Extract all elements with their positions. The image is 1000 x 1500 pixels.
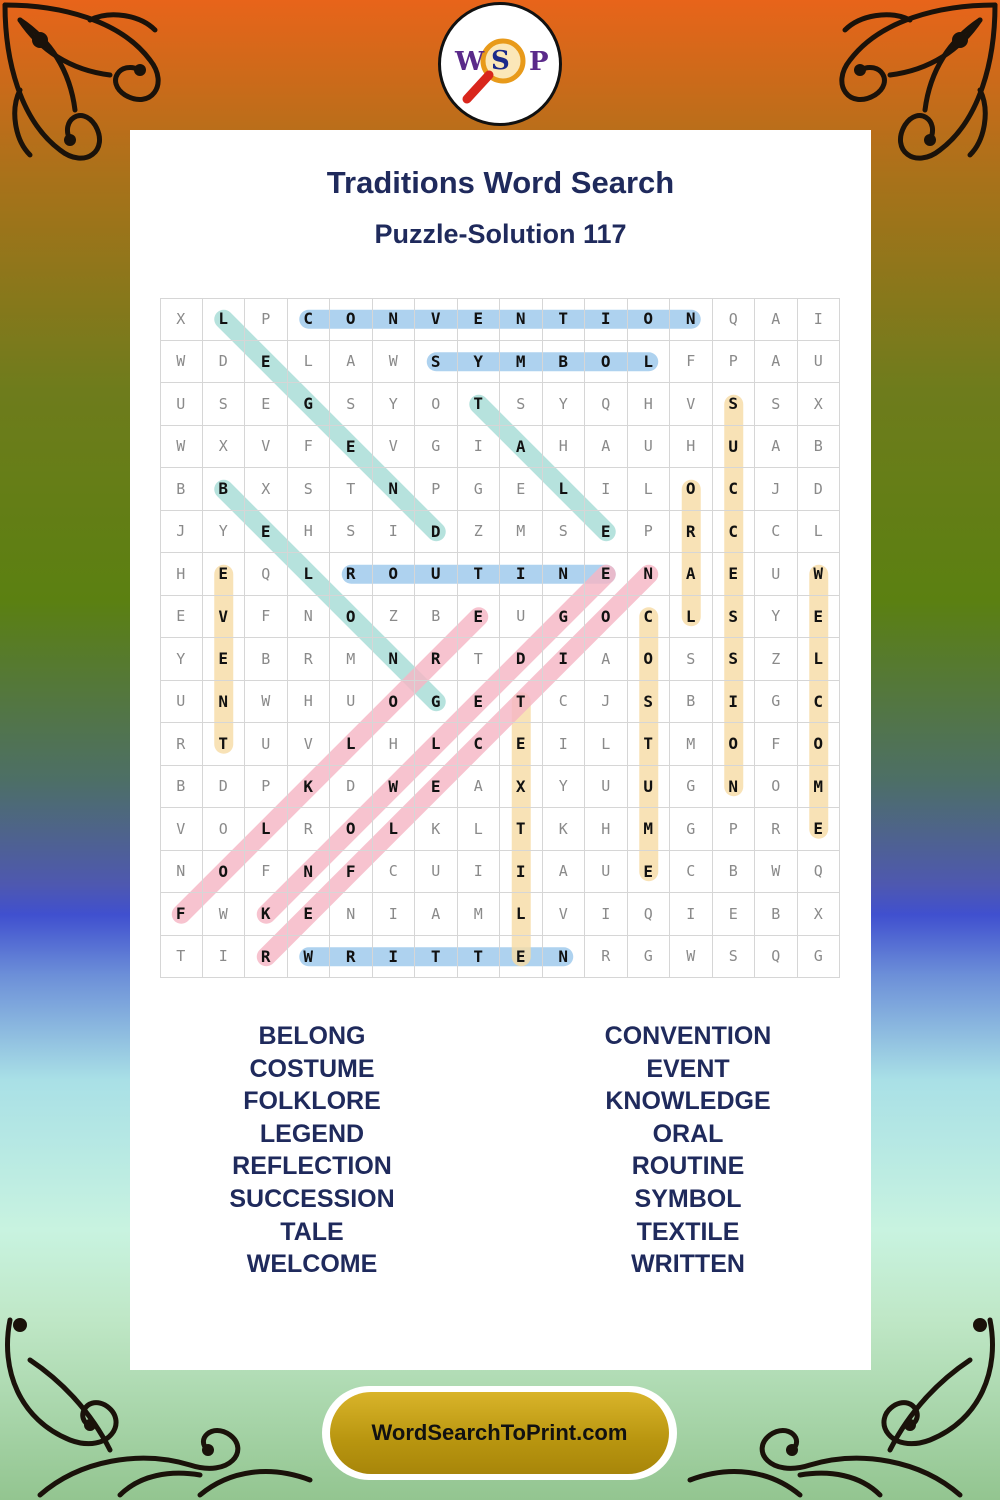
grid-cell: P xyxy=(245,298,288,341)
grid-cell: E xyxy=(585,511,628,554)
logo-letter-s: S xyxy=(491,46,510,76)
grid-cell: L xyxy=(798,511,841,554)
grid-cell: M xyxy=(670,723,713,766)
grid-cell: O xyxy=(330,596,373,639)
grid-cell: D xyxy=(203,766,246,809)
grid-cell: O xyxy=(330,808,373,851)
grid-cell: O xyxy=(628,298,671,341)
grid-cell: S xyxy=(288,468,331,511)
grid-cell: I xyxy=(458,851,501,894)
grid-cell: V xyxy=(203,596,246,639)
grid-cell: K xyxy=(245,893,288,936)
grid-cell: D xyxy=(798,468,841,511)
grid-cell: O xyxy=(415,383,458,426)
grid-cell: N xyxy=(713,766,756,809)
grid-cell: I xyxy=(585,468,628,511)
grid-cell: W xyxy=(373,341,416,384)
grid-cell: V xyxy=(415,298,458,341)
grid-cell: C xyxy=(798,681,841,724)
grid-cell: P xyxy=(628,511,671,554)
grid-cell: B xyxy=(670,681,713,724)
grid-cell: U xyxy=(245,723,288,766)
grid-cell: M xyxy=(798,766,841,809)
grid-cell: E xyxy=(203,553,246,596)
grid-cell: G xyxy=(543,596,586,639)
grid-cell: A xyxy=(458,766,501,809)
grid-cell: Y xyxy=(543,383,586,426)
grid-cell: E xyxy=(245,511,288,554)
grid-cell: A xyxy=(670,553,713,596)
grid-cell: O xyxy=(755,766,798,809)
grid-cell: F xyxy=(670,341,713,384)
grid-cell: R xyxy=(288,638,331,681)
grid-cell: D xyxy=(330,766,373,809)
grid-cell: U xyxy=(330,681,373,724)
grid-cell: B xyxy=(755,893,798,936)
grid-cell: U xyxy=(160,681,203,724)
grid-cell: R xyxy=(415,638,458,681)
grid-cell: L xyxy=(415,723,458,766)
grid-cell: P xyxy=(245,766,288,809)
grid-cell: I xyxy=(585,893,628,936)
grid-cell: X xyxy=(798,893,841,936)
word-list-item: CONVENTION xyxy=(604,1022,772,1050)
grid-cell: I xyxy=(458,426,501,469)
word-list-item: BELONG xyxy=(258,1022,366,1050)
grid-cell: T xyxy=(203,723,246,766)
grid-cell: N xyxy=(160,851,203,894)
grid-cell: S xyxy=(713,596,756,639)
grid-cell: N xyxy=(670,298,713,341)
grid-cell: U xyxy=(415,553,458,596)
logo-letter-p: P xyxy=(529,47,549,77)
word-list-item: FOLKLORE xyxy=(243,1087,381,1116)
grid-cell: M xyxy=(628,808,671,851)
grid-cell: U xyxy=(585,851,628,894)
word-list-item: TEXTILE xyxy=(636,1217,740,1246)
grid-cell: N xyxy=(543,553,586,596)
grid-cell: M xyxy=(458,893,501,936)
grid-cell: W xyxy=(798,553,841,596)
grid-cell: B xyxy=(713,851,756,894)
grid-cell: R xyxy=(330,553,373,596)
grid-cell: I xyxy=(670,893,713,936)
grid-cell: U xyxy=(585,766,628,809)
grid-cell: W xyxy=(373,766,416,809)
grid-cell: C xyxy=(670,851,713,894)
grid-cell: U xyxy=(415,851,458,894)
word-list-item: WRITTEN xyxy=(631,1250,745,1279)
grid-cell: W xyxy=(245,681,288,724)
grid-cell: G xyxy=(628,936,671,979)
grid-cell: L xyxy=(628,468,671,511)
grid-cell: C xyxy=(288,298,331,341)
grid-cell: F xyxy=(288,426,331,469)
grid-cell: O xyxy=(373,553,416,596)
grid-cell: N xyxy=(373,638,416,681)
grid-cell: H xyxy=(160,553,203,596)
grid-cell: S xyxy=(628,681,671,724)
grid-cell: H xyxy=(373,723,416,766)
grid-cell: P xyxy=(415,468,458,511)
grid-cell: L xyxy=(458,808,501,851)
footer-site-button[interactable]: WordSearchToPrint.com xyxy=(330,1392,669,1474)
word-list-item: SYMBOL xyxy=(634,1184,742,1213)
grid-cell: H xyxy=(543,426,586,469)
grid-cell: Y xyxy=(373,383,416,426)
grid-cell: H xyxy=(628,383,671,426)
grid-cell: E xyxy=(415,766,458,809)
grid-cell: I xyxy=(373,936,416,979)
grid-cell: F xyxy=(755,723,798,766)
grid-cell: N xyxy=(373,468,416,511)
grid-cell: L xyxy=(798,638,841,681)
grid-cell: C xyxy=(458,723,501,766)
grid-cell: Q xyxy=(585,383,628,426)
grid-cell: G xyxy=(670,808,713,851)
grid-cell: G xyxy=(798,936,841,979)
grid-cell: X xyxy=(798,383,841,426)
grid-cell: L xyxy=(500,893,543,936)
grid-cell: R xyxy=(288,808,331,851)
grid-cell: E xyxy=(160,596,203,639)
grid-cell: K xyxy=(543,808,586,851)
grid-cell: B xyxy=(203,468,246,511)
grid-cell: V xyxy=(288,723,331,766)
word-list-item: KNOWLEDGE xyxy=(605,1087,771,1116)
grid-cell: Q xyxy=(798,851,841,894)
grid-cell: L xyxy=(543,468,586,511)
grid-cell: G xyxy=(670,766,713,809)
grid-cell: L xyxy=(245,808,288,851)
grid-cell: E xyxy=(458,681,501,724)
word-search-grid xyxy=(160,298,840,978)
grid-cell: V xyxy=(543,893,586,936)
grid-cell: W xyxy=(160,426,203,469)
grid-cell: O xyxy=(330,298,373,341)
grid-cell: S xyxy=(713,638,756,681)
grid-cell: L xyxy=(330,723,373,766)
grid-cell: Q xyxy=(628,893,671,936)
letter-grid xyxy=(160,298,840,978)
word-list-item: ROUTINE xyxy=(631,1152,745,1181)
grid-cell: L xyxy=(373,808,416,851)
grid-cell: G xyxy=(415,426,458,469)
word-list-item: SUCCESSION xyxy=(229,1184,395,1213)
grid-cell: A xyxy=(330,341,373,384)
grid-cell: P xyxy=(713,341,756,384)
grid-cell: E xyxy=(330,426,373,469)
grid-cell: D xyxy=(415,511,458,554)
grid-cell: L xyxy=(288,341,331,384)
grid-cell: T xyxy=(458,553,501,596)
grid-cell: Z xyxy=(373,596,416,639)
grid-cell: T xyxy=(415,936,458,979)
puzzle-subtitle: Puzzle-Solution 117 xyxy=(374,219,627,249)
grid-cell: V xyxy=(245,426,288,469)
word-list-item: ORAL xyxy=(652,1119,724,1148)
grid-cell: G xyxy=(755,681,798,724)
grid-cell: G xyxy=(458,468,501,511)
grid-cell: E xyxy=(500,468,543,511)
grid-cell: T xyxy=(458,638,501,681)
grid-cell: A xyxy=(755,298,798,341)
grid-cell: B xyxy=(160,468,203,511)
grid-cell: B xyxy=(798,426,841,469)
grid-cell: R xyxy=(585,936,628,979)
grid-cell: E xyxy=(245,383,288,426)
grid-cell: S xyxy=(415,341,458,384)
puzzle-title: Traditions Word Search xyxy=(326,165,675,200)
grid-cell: W xyxy=(288,936,331,979)
grid-cell: O xyxy=(585,596,628,639)
grid-cell: W xyxy=(203,893,246,936)
grid-cell: N xyxy=(373,298,416,341)
grid-cell: V xyxy=(670,383,713,426)
grid-cell: I xyxy=(373,511,416,554)
grid-cell: Z xyxy=(755,638,798,681)
grid-cell: L xyxy=(628,341,671,384)
grid-cell: T xyxy=(500,681,543,724)
word-list-item: TALE xyxy=(280,1217,344,1246)
grid-cell: T xyxy=(330,468,373,511)
grid-cell: I xyxy=(500,553,543,596)
grid-cell: Y xyxy=(755,596,798,639)
grid-cell: R xyxy=(755,808,798,851)
grid-cell: V xyxy=(160,808,203,851)
grid-cell: U xyxy=(755,553,798,596)
grid-cell: U xyxy=(160,383,203,426)
grid-cell: N xyxy=(543,936,586,979)
grid-cell: Q xyxy=(755,936,798,979)
grid-cell: O xyxy=(713,723,756,766)
grid-cell: E xyxy=(798,596,841,639)
grid-cell: E xyxy=(628,851,671,894)
grid-cell: A xyxy=(585,426,628,469)
grid-cell: N xyxy=(628,553,671,596)
grid-cell: S xyxy=(670,638,713,681)
grid-cell: B xyxy=(160,766,203,809)
grid-cell: Y xyxy=(160,638,203,681)
grid-cell: X xyxy=(500,766,543,809)
grid-cell: T xyxy=(543,298,586,341)
grid-cell: X xyxy=(203,426,246,469)
grid-cell: I xyxy=(798,298,841,341)
grid-cell: T xyxy=(458,936,501,979)
grid-cell: M xyxy=(500,341,543,384)
grid-cell: A xyxy=(755,341,798,384)
grid-cell: E xyxy=(713,553,756,596)
grid-cell: I xyxy=(373,893,416,936)
grid-cell: Q xyxy=(713,298,756,341)
word-list-item: REFLECTION xyxy=(232,1152,392,1181)
grid-cell: B xyxy=(415,596,458,639)
word-list-right xyxy=(523,1020,853,1281)
grid-cell: L xyxy=(670,596,713,639)
grid-cell: C xyxy=(373,851,416,894)
grid-cell: H xyxy=(288,681,331,724)
grid-cell: S xyxy=(713,936,756,979)
grid-cell: D xyxy=(500,638,543,681)
word-list-item: EVENT xyxy=(646,1054,730,1083)
grid-cell: S xyxy=(543,511,586,554)
word-list-item: WELCOME xyxy=(246,1250,378,1279)
grid-cell: S xyxy=(203,383,246,426)
grid-cell: U xyxy=(628,426,671,469)
grid-cell: F xyxy=(160,893,203,936)
grid-cell: N xyxy=(330,893,373,936)
grid-cell: I xyxy=(543,638,586,681)
word-list-item: COSTUME xyxy=(249,1054,375,1083)
grid-cell: E xyxy=(458,298,501,341)
grid-cell: P xyxy=(713,808,756,851)
grid-cell: G xyxy=(288,383,331,426)
word-list-left xyxy=(147,1020,477,1281)
grid-cell: R xyxy=(245,936,288,979)
grid-cell: O xyxy=(798,723,841,766)
grid-cell: T xyxy=(458,383,501,426)
grid-cell: O xyxy=(628,638,671,681)
grid-cell: E xyxy=(458,596,501,639)
grid-cell: S xyxy=(713,383,756,426)
grid-cell: I xyxy=(713,681,756,724)
grid-cell: A xyxy=(500,426,543,469)
grid-cell: N xyxy=(500,298,543,341)
grid-cell: O xyxy=(203,808,246,851)
grid-cell: C xyxy=(628,596,671,639)
grid-cell: S xyxy=(755,383,798,426)
grid-cell: X xyxy=(160,298,203,341)
grid-cell: R xyxy=(330,936,373,979)
grid-cell: M xyxy=(500,511,543,554)
grid-cell: O xyxy=(585,341,628,384)
grid-cell: W xyxy=(160,341,203,384)
grid-cell: E xyxy=(713,893,756,936)
grid-cell: E xyxy=(500,723,543,766)
grid-cell: T xyxy=(500,808,543,851)
grid-cell: Y xyxy=(458,341,501,384)
grid-cell: F xyxy=(245,851,288,894)
grid-cell: F xyxy=(330,851,373,894)
grid-cell: U xyxy=(713,426,756,469)
grid-cell: H xyxy=(585,808,628,851)
grid-cell: L xyxy=(288,553,331,596)
grid-cell: Q xyxy=(245,553,288,596)
grid-cell: C xyxy=(713,468,756,511)
grid-cell: A xyxy=(543,851,586,894)
grid-cell: C xyxy=(543,681,586,724)
grid-cell: A xyxy=(755,426,798,469)
grid-cell: I xyxy=(203,936,246,979)
grid-cell: H xyxy=(670,426,713,469)
grid-cell: R xyxy=(160,723,203,766)
grid-cell: H xyxy=(288,511,331,554)
grid-cell: W xyxy=(670,936,713,979)
grid-cell: X xyxy=(245,468,288,511)
grid-cell: J xyxy=(585,681,628,724)
grid-cell: D xyxy=(203,341,246,384)
grid-cell: R xyxy=(670,511,713,554)
grid-cell: S xyxy=(330,511,373,554)
grid-cell: W xyxy=(755,851,798,894)
grid-cell: C xyxy=(713,511,756,554)
grid-cell: U xyxy=(500,596,543,639)
grid-cell: E xyxy=(500,936,543,979)
grid-cell: I xyxy=(500,851,543,894)
grid-cell: J xyxy=(160,511,203,554)
grid-cell: Y xyxy=(203,511,246,554)
grid-cell: T xyxy=(160,936,203,979)
grid-cell: E xyxy=(288,893,331,936)
logo-letter-w: W xyxy=(455,47,485,77)
grid-cell: K xyxy=(288,766,331,809)
grid-cell: Y xyxy=(543,766,586,809)
grid-cell: U xyxy=(798,341,841,384)
grid-cell: B xyxy=(245,638,288,681)
grid-cell: T xyxy=(628,723,671,766)
grid-cell: F xyxy=(245,596,288,639)
grid-cell: O xyxy=(373,681,416,724)
grid-cell: N xyxy=(203,681,246,724)
wsp-logo[interactable] xyxy=(438,2,562,126)
grid-cell: A xyxy=(415,893,458,936)
grid-cell: I xyxy=(585,298,628,341)
grid-cell: N xyxy=(288,596,331,639)
grid-cell: C xyxy=(755,511,798,554)
grid-cell: O xyxy=(203,851,246,894)
grid-cell: S xyxy=(500,383,543,426)
grid-cell: L xyxy=(203,298,246,341)
grid-cell: M xyxy=(330,638,373,681)
grid-cell: A xyxy=(585,638,628,681)
grid-cell: K xyxy=(415,808,458,851)
grid-cell: G xyxy=(415,681,458,724)
grid-cell: B xyxy=(543,341,586,384)
grid-cell: S xyxy=(330,383,373,426)
grid-cell: V xyxy=(373,426,416,469)
grid-cell: E xyxy=(585,553,628,596)
grid-cell: E xyxy=(245,341,288,384)
grid-cell: Z xyxy=(458,511,501,554)
word-list-item: LEGEND xyxy=(259,1119,365,1148)
grid-cell: I xyxy=(543,723,586,766)
grid-cell: E xyxy=(798,808,841,851)
grid-cell: N xyxy=(288,851,331,894)
grid-cell: L xyxy=(585,723,628,766)
grid-cell: U xyxy=(628,766,671,809)
grid-cell: O xyxy=(670,468,713,511)
grid-cell: J xyxy=(755,468,798,511)
grid-cell: E xyxy=(203,638,246,681)
